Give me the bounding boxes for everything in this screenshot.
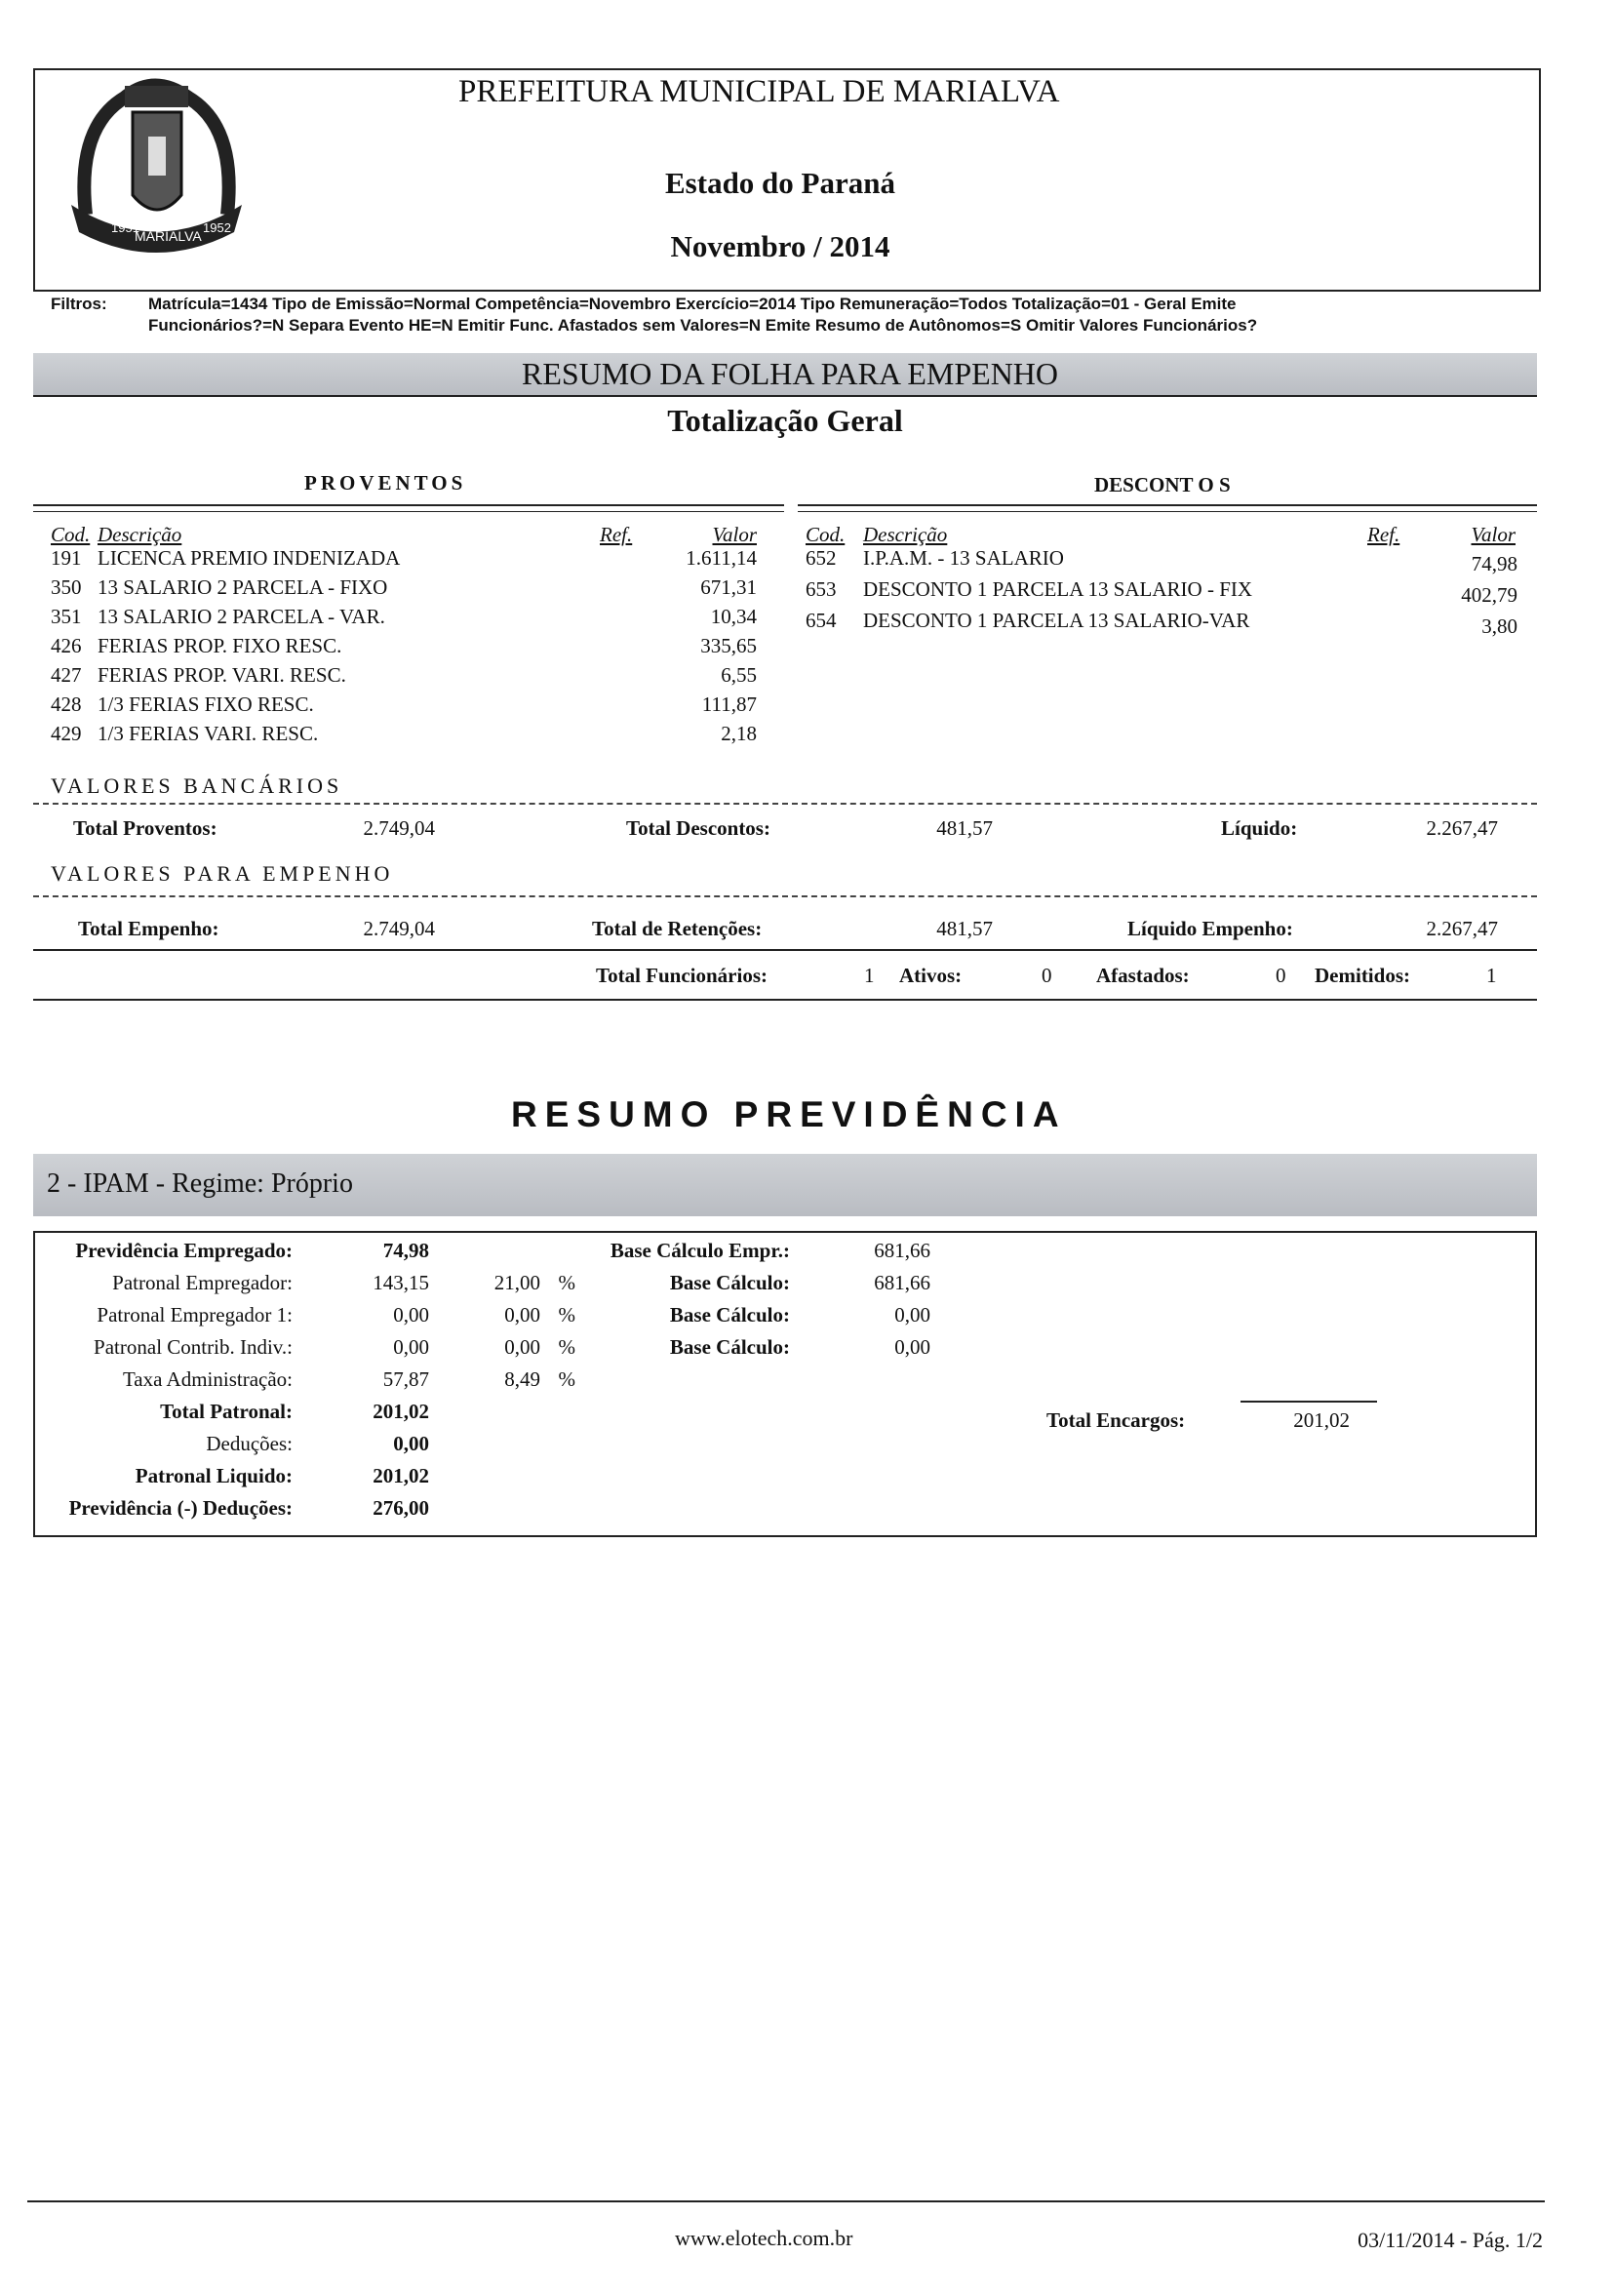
summary-rule (33, 395, 1537, 397)
seal-year-right: 1952 (203, 220, 231, 235)
descontos-col-desc: Descrição (863, 523, 948, 546)
bancarios-rule (33, 803, 1537, 805)
prev-row-taxa-adm: Taxa Administração: 57,87 (122, 1367, 429, 1391)
descontos-rule (798, 504, 1537, 506)
prev-row-patronal-liquido: Patronal Liquido: 201,02 (135, 1464, 429, 1487)
total-retencoes-value: 481,57 (936, 917, 993, 940)
total-empenho-label: Total Empenho: (78, 917, 219, 940)
summary-subtitle: Totalização Geral (667, 403, 903, 438)
empenho-heading: VALORES PARA EMPENHO (51, 861, 394, 886)
liquido-label: Líquido: (1221, 816, 1298, 840)
previdencia-pcts (458, 1271, 575, 1400)
descontos-list (806, 546, 1517, 640)
base-row: Base Cálculo: 0,00 (669, 1303, 930, 1326)
prev-row-contrib-indiv: Patronal Contrib. Indiv.: 0,00 (94, 1335, 429, 1359)
descontos-col-valor: Valor (1471, 523, 1516, 546)
total-empenho-value: 2.749,04 (363, 917, 435, 940)
prev-row-patronal-1: Patronal Empregador 1: 0,00 (97, 1303, 429, 1326)
proventos-rule-2 (33, 511, 784, 512)
previdencia-base (585, 1239, 930, 1367)
prev-row-prev-deducoes: Previdência (-) Deduções: 276,00 (68, 1496, 429, 1520)
proventos-rule (33, 504, 784, 506)
list-item: 426 FERIAS PROP. FIXO RESC. 335,65 (51, 634, 757, 657)
afastados-label: Afastados: (1096, 964, 1190, 987)
prev-row-empregado: Previdência Empregado: 74,98 (75, 1239, 429, 1262)
demitidos-label: Demitidos: (1315, 964, 1410, 987)
empenho-rule-3 (33, 999, 1537, 1001)
total-encargos-value: 201,02 (1293, 1408, 1350, 1432)
header-title: PREFEITURA MUNICIPAL DE MARIALVA (458, 74, 1060, 109)
proventos-col-desc: Descrição (98, 523, 182, 546)
footer-rule (27, 2200, 1545, 2202)
descontos-rule-2 (798, 511, 1537, 512)
proventos-heading: PROVENTOS (304, 471, 467, 495)
list-item: 351 13 SALARIO 2 PARCELA - VAR. 10,34 (51, 605, 757, 628)
regime-label: 2 - IPAM - Regime: Próprio (47, 1168, 353, 1199)
total-retencoes-label: Total de Retenções: (592, 917, 763, 940)
list-item: 428 1/3 FERIAS FIXO RESC. 111,87 (51, 693, 757, 716)
liquido-empenho-label: Líquido Empenho: (1127, 917, 1293, 940)
encargos-rule (1241, 1401, 1377, 1403)
seal-year-left: 1951 (111, 220, 139, 235)
total-proventos-value: 2.749,04 (363, 816, 435, 840)
total-descontos-label: Total Descontos: (626, 816, 770, 840)
footer-page: 03/11/2014 - Pág. 1/2 (1358, 2228, 1543, 2252)
base-row: Base Cálculo: 0,00 (669, 1335, 930, 1359)
header-period: Novembro / 2014 (670, 229, 890, 263)
ativos-value: 0 (1042, 964, 1052, 987)
filters-label: Filtros: (51, 295, 107, 313)
list-item: 652 I.P.A.M. - 13 SALARIO 74,98 (806, 546, 1517, 575)
empenho-rule-2 (33, 949, 1537, 951)
proventos-list (51, 546, 757, 751)
pct-row: 0,00 % (504, 1303, 575, 1326)
total-encargos-label: Total Encargos: (1046, 1408, 1186, 1432)
list-item: 654 DESCONTO 1 PARCELA 13 SALARIO-VAR 3,80 (806, 609, 1517, 638)
prev-row-deducoes: Deduções: 0,00 (206, 1432, 429, 1455)
list-item: 350 13 SALARIO 2 PARCELA - FIXO 671,31 (51, 575, 757, 599)
seal-text: MARIALVA (135, 228, 202, 244)
liquido-value: 2.267,47 (1426, 816, 1498, 840)
header-state: Estado do Paraná (665, 166, 895, 200)
previdencia-title: RESUMO PREVIDÊNCIA (511, 1094, 1067, 1134)
total-func-label: Total Funcionários: (596, 964, 768, 987)
prev-row-total-patronal: Total Patronal: 201,02 (160, 1400, 429, 1423)
prev-row-patronal: Patronal Empregador: 143,15 (112, 1271, 429, 1294)
ativos-label: Ativos: (899, 964, 963, 987)
list-item: 653 DESCONTO 1 PARCELA 13 SALARIO - FIX 402,79 (806, 577, 1517, 607)
footer-website: www.elotech.com.br (675, 2226, 853, 2250)
list-item: 191 LICENCA PREMIO INDENIZADA 1.611,14 (51, 546, 757, 570)
total-proventos-label: Total Proventos: (73, 816, 217, 840)
descontos-heading: DESCONT O S (1094, 473, 1231, 496)
pct-row: 8,49 % (504, 1367, 575, 1391)
base-row-empr: Base Cálculo Empr.: 681,66 (610, 1239, 930, 1262)
summary-title: RESUMO DA FOLHA PARA EMPENHO (521, 356, 1059, 391)
descontos-col-ref: Ref. (1367, 523, 1400, 546)
filters-line1: Matrícula=1434 Tipo de Emissão=Normal Competência=Novembro Exercício=2014 Tipo Remuneração=Todos Totalização=01 - Geral Emite (148, 295, 1237, 313)
demitidos-value: 1 (1486, 964, 1497, 987)
total-descontos-value: 481,57 (936, 816, 993, 840)
empenho-rule (33, 895, 1537, 897)
proventos-col-valor: Valor (712, 523, 757, 546)
total-func-value: 1 (864, 964, 875, 987)
descontos-col-cod: Cod. (806, 523, 846, 546)
afastados-value: 0 (1276, 964, 1286, 987)
liquido-empenho-value: 2.267,47 (1426, 917, 1498, 940)
proventos-col-cod: Cod. (51, 523, 91, 546)
list-item: 429 1/3 FERIAS VARI. RESC. 2,18 (51, 722, 757, 745)
pct-row: 21,00 % (493, 1271, 575, 1294)
previdencia-left (39, 1239, 429, 1528)
list-item: 427 FERIAS PROP. VARI. RESC. 6,55 (51, 663, 757, 687)
bancarios-heading: VALORES BANCÁRIOS (51, 773, 343, 798)
proventos-col-ref: Ref. (600, 523, 633, 546)
filters-line2: Funcionários?=N Separa Evento HE=N Emitir Func. Afastados sem Valores=N Emite Resumo de Autônomos=S Omitir Valores Funcionários? (148, 316, 1258, 335)
pct-row: 0,00 % (504, 1335, 575, 1359)
base-row: Base Cálculo: 681,66 (669, 1271, 930, 1294)
